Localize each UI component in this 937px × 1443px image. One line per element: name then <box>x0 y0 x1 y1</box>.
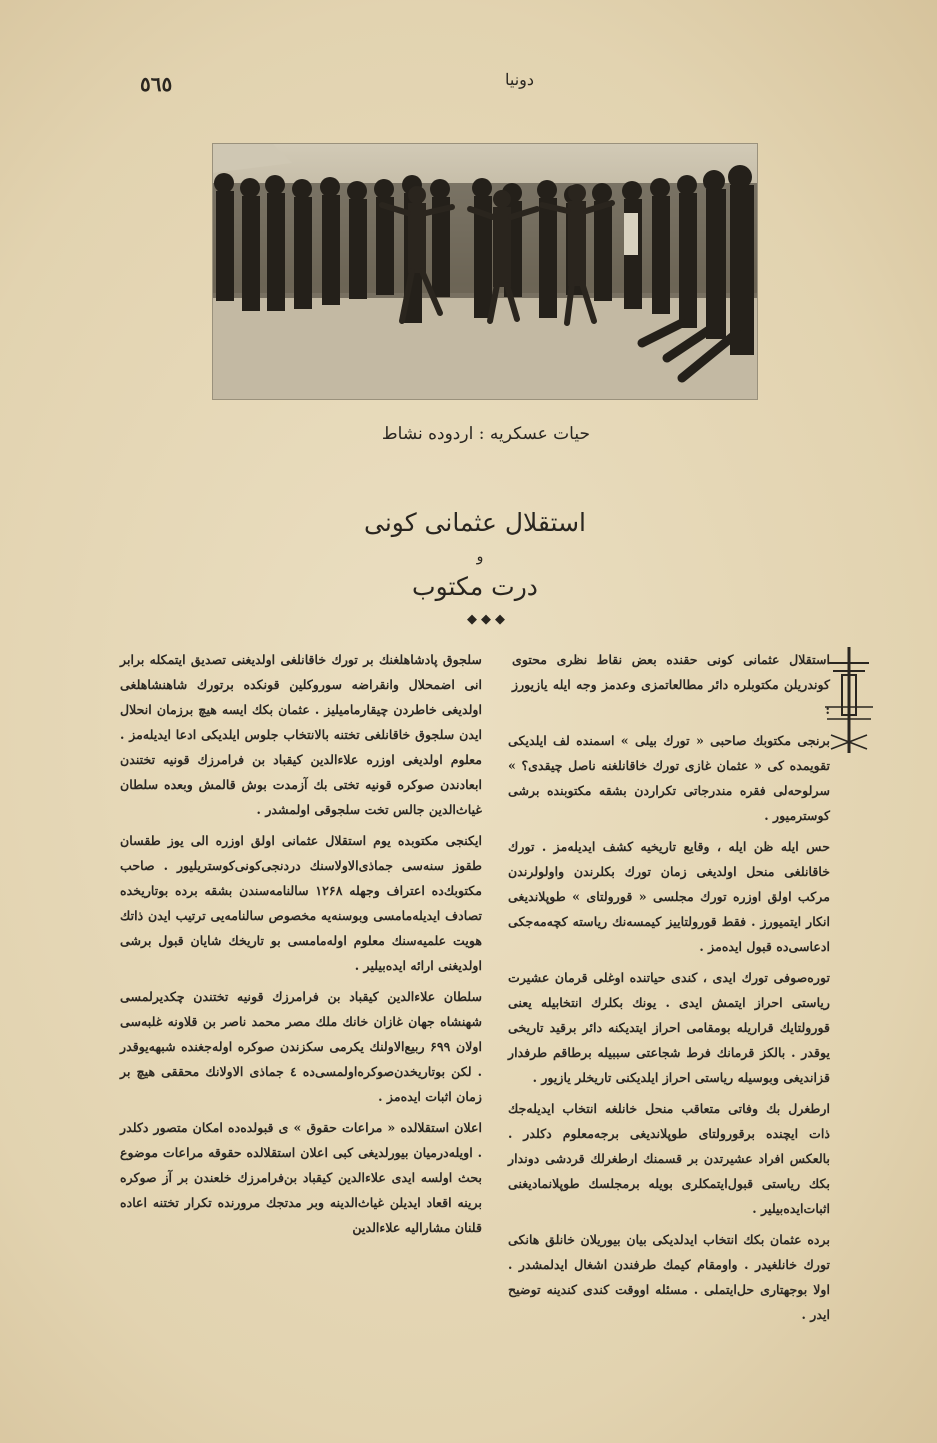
article-left-column <box>120 647 482 1246</box>
paragraph: سلطان علاءالدین کیقباد بن فرامرزك قونیه تختندن چکدیرلمسی شهنشاه جهان غازان خانك ملك مصر محمد ناصر بن قلاونه غلبه‌سی اولان ۶۹۹ ربیع‌الاولنك یکرمی سکزندن صوکره اوله‌جغنده شبهه‌یوقدر . لکن بوتاریخدن‌صوکره‌اولمسی‌ده ٤ جماذی الاولانك محققی هیچ بر زمان اثبات ایده‌مز . <box>120 989 482 1104</box>
photo-image <box>212 143 758 400</box>
paragraph: ارطغرل بك وفاتی متعاقب منحل خانلغه انتخاب ایدیله‌جك ذات ایچنده برقورولتای طوپلاندیغی برجه‌معلوم دکلدر . بالعکس افراد عشیرتدن بر قسمنك ارطغرلك قردشی دوندار بکك ریاستی قبول‌ایتمکلری بویله برمجلسك طوپلانمادیغنی اثبات‌ایده‌بیلیر . <box>508 1101 830 1216</box>
military-dance-photograph <box>212 143 758 400</box>
running-head: دونیا <box>505 70 535 89</box>
paragraph: استقلال عثمانی کونی حقنده بعض نقاط نظری محتوی کوندریلن مکتوبلره دائر مطالعاتمزی وعدمز وجه ایله یازیورز : <box>512 652 830 717</box>
paragraph: سلجوق پادشاهلغنك بر تورك خاقانلغی اولدیغنی تصدیق ایتمکله برابر انی اضمحلال وانقراضه سوروکلین قونکده برتورك شاهنشاهلغی اولدیغی خاطردن چیقارمامیلیز . عثمان بکك ایسه هیچ برزمان انحلال ایدن سلجوق خاقانلغی تختنه بالانتخاب جلوس ایلدیکی ادعا ایدیله‌مز . معلوم اولدیغی اوزره علاءالدین کیقباد بن فرامرزك قونیه تختندن ابعادندن صوکره قونیه تختی بك آزمدت بوش قالمش وبعده سلطان غیاث‌الدین جالس تخت سلجوقی اولمشدر . <box>120 652 482 817</box>
paragraph: ایکنجی مکتوبده یوم استقلال عثمانی اولق اوزره الی یوز طقسان طقوز سنه‌سی جماذی‌الاولاسنك دردنجی‌کونی‌کوستریلیور . صاحب مکتوبك‌ده اعتراف وجهله ۱۲۶۸ سالنامه‌سندن بشقه برده بوتاریخده تصادف ایدیله‌مامسی وبوسنه‌یه مخصوص سالنامه‌یی ترتیب ایدن ذاتك هویت علمیه‌سنك معلوم اوله‌مامسی بو تاریخك شایان قبول برشی اولدیغنی ارائه ایده‌بیلیر . <box>120 833 482 973</box>
article-title-line2: درت مکتوب <box>412 572 538 601</box>
paragraph: توره‌صوفی تورك ایدی ، کندی حیاتنده اوغلی قرمان عشیرت ریاستی احراز ایتمش ایدی . یونك بکلرك انتخابیله یعنی قورولتایك قراریله بومقامی احراز ایتدیکنه دائر برقید تاریخی یوقدر . بالکز قرمانك فرط شجاعتی سببیله برطاقم طرفدار قزاندیغی وبوسیله ریاستی احراز ایلدیکنی تاریخلر یازیور . <box>508 970 830 1085</box>
page-number: ٥٦٥ <box>140 72 173 96</box>
article-right-column <box>508 647 830 1333</box>
paragraph: برده عثمان بکك انتخاب ایدلدیکی بیان بیوریلان خانلق هانکی تورك خانلغیدر . واومقام کیمك طرفندن اشغال ایدلمشدر . اولا بوجهتاری حل‌ایتملی . مسئله اووقت کندی کندینه توضیح ایدر . <box>508 1232 830 1322</box>
paragraph: برنجی مکتوبك صاحبی « تورك بیلی » اسمنده لف ایلدیکی تقویمده کی « عثمان غازی تورك خاقانلغنه ناصل چیقدی؟ » سرلوحه‌لی فقره مندرجاتی تکراردن بشقه مکتوبنده برشی کوسترمیور . <box>508 733 830 823</box>
decorative-vignette-icon <box>823 645 875 755</box>
section-ornament: ◆◆◆ <box>467 612 509 627</box>
paragraph: اعلان استقلالده « مراعات حقوق » ی قبولده‌ده امکان متصور دکلدر . اویله‌درمیان بیورلدیغی کبی اعلان استقلالده حقوقه مراعات موضوع بحث اولسه ایدی علاءالدین کیقباد بن‌فرامرزك خلعندن بر آز صوکره برینه اقعاد ایدیلن غیاث‌الدینه وبر مدتجك مرورنده تکرار تختنه اعاده قلنان مشارالیه علاءالدین <box>120 1120 482 1235</box>
photo-caption: حیات عسکریه : اردوده نشاط <box>381 424 590 444</box>
article-title-conjunction: و <box>476 549 484 565</box>
article-title-line1: استقلال عثمانی کونی <box>364 508 586 537</box>
paragraph: حس ایله ظن ایله ، وقایع تاریخیه کشف ایدیله‌مز . تورك خاقانلغی منحل اولدیغی زمان تورك بکلرندن واولولرندن مرکب اولق اوزره تورك مجلسی « قورولتای » طوپلاندیغی انکار ایتمیورز . فقط قورولتاییز کیمسه‌نك ریاسته کچه‌مه‌جکی ادعاسی‌ده قبول ایده‌مز . <box>508 839 830 954</box>
